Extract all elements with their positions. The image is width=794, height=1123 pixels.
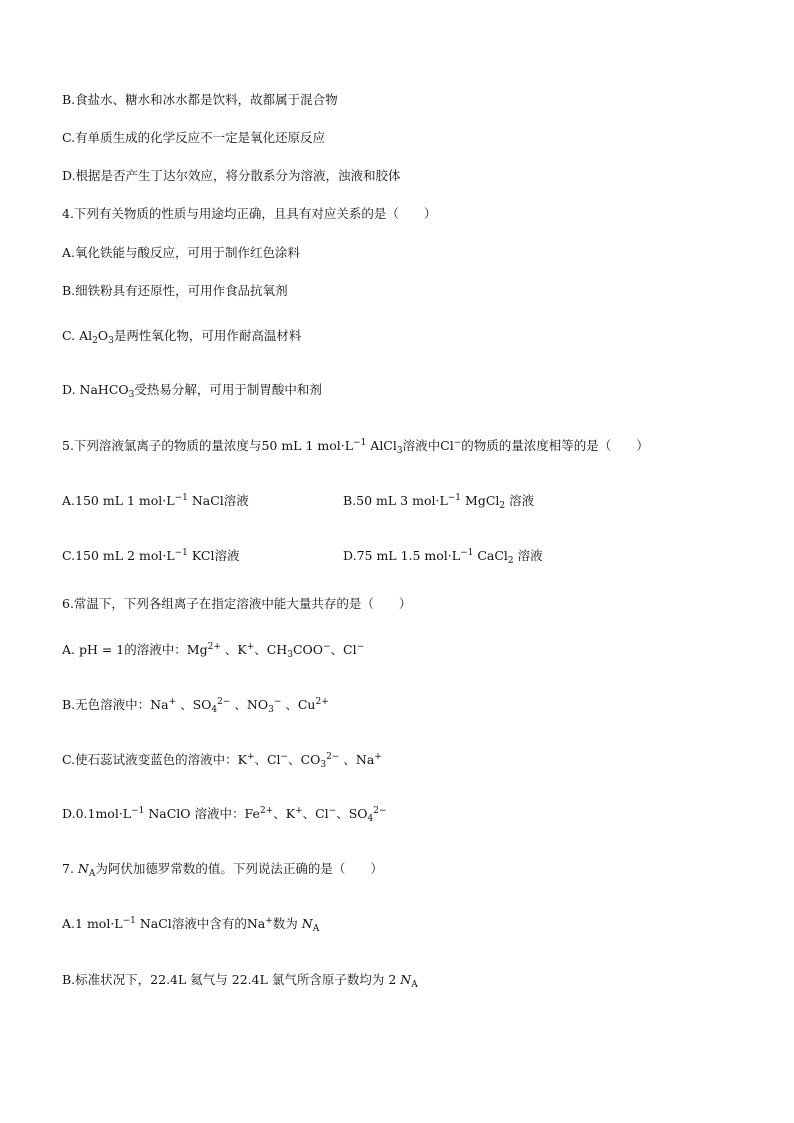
q4-option-c: C. $Al_2O_3$是两性氧化物，可用作耐高温材料 — [62, 328, 302, 346]
symbol-na: $N_A$ — [77, 861, 96, 879]
q6-stem: 6.常温下，下列各组离子在指定溶液中能大量共存的是（ ） — [62, 596, 412, 611]
q6-option-a: A. pH = 1的溶液中：$Mg^{2+}$ 、K+、$CH_3COO^-$、Cl− — [62, 642, 365, 660]
formula-al2o3: $Al_2O_3$ — [79, 328, 114, 346]
q3-option-c: C.有单质生成的化学反应不一定是氧化还原反应 — [62, 130, 326, 145]
q4-option-d: D. NaHCO$_3$受热易分解，可用于制胃酸中和剂 — [62, 382, 322, 400]
q4-option-b: B.细铁粉具有还原性，可用作食品抗氧剂 — [62, 283, 288, 298]
q7-stem: 7. $N_A$为阿伏加德罗常数的值。下列说法正确的是（ ） — [62, 861, 383, 879]
q5-option-b: B.50 mL 3 $mol\cdot L^{-1}$ MgCl$_2$ 溶液 — [343, 493, 535, 511]
q5-option-a: A.150 mL 1 $mol\cdot L^{-1}$ NaCl溶液 — [62, 493, 249, 508]
conc-50ml-alcl3: 50 mL 1 $mol\cdot L^{-1}$ AlCl$_3$ — [261, 438, 403, 456]
q6-option-c: C.使石蕊试液变蓝色的溶液中：K+、Cl−、$CO_3^{2-}$ 、Na+ — [62, 752, 382, 770]
q4-option-a: A.氧化铁能与酸反应，可用于制作红色涂料 — [62, 245, 301, 260]
q6-option-d: $D.0.1mol\cdot L^{-1}$ NaClO 溶液中：$Fe^{2+}$、K+、Cl−、$SO_4^{2-}$ — [62, 806, 387, 824]
q3-option-d: D.根据是否产生丁达尔效应，将分散系分为溶液，浊液和胶体 — [62, 168, 401, 183]
q7-option-b: B.标准状况下，22.4L 氦气与 22.4L 氯气所含原子数均为 2 $N_A$ — [62, 972, 418, 990]
q5-option-c: C.150 mL 2 $mol\cdot L^{-1}$ KCl溶液 — [62, 548, 240, 563]
ion-cl: Cl− — [440, 438, 462, 453]
q5-stem: 5.下列溶液氯离子的物质的量浓度与50 mL 1 $mol\cdot L^{-1}$ AlCl$_3$溶液中Cl−的物质的量浓度相等的是（ ） — [62, 438, 649, 456]
q7-option-a: A.1 $mol\cdot L^{-1}$ NaCl溶液中含有的Na+数为 $N_A$ — [62, 916, 320, 934]
q6-option-b: B.无色溶液中：Na+ 、$SO_4^{2-}$ 、$NO_3^-$ 、$Cu^{2+}$ — [62, 697, 329, 715]
formula-nahco3: NaHCO$_3$ — [79, 382, 135, 400]
q4-stem: 4.下列有关物质的性质与用途均正确，且具有对应关系的是（ ） — [62, 206, 437, 221]
q5-option-d: D.75 mL 1.5 $mol\cdot L^{-1}$ CaCl$_2$ 溶液 — [343, 548, 543, 566]
q3-option-b: B.食盐水、糖水和冰水都是饮料，故都属于混合物 — [62, 92, 338, 107]
